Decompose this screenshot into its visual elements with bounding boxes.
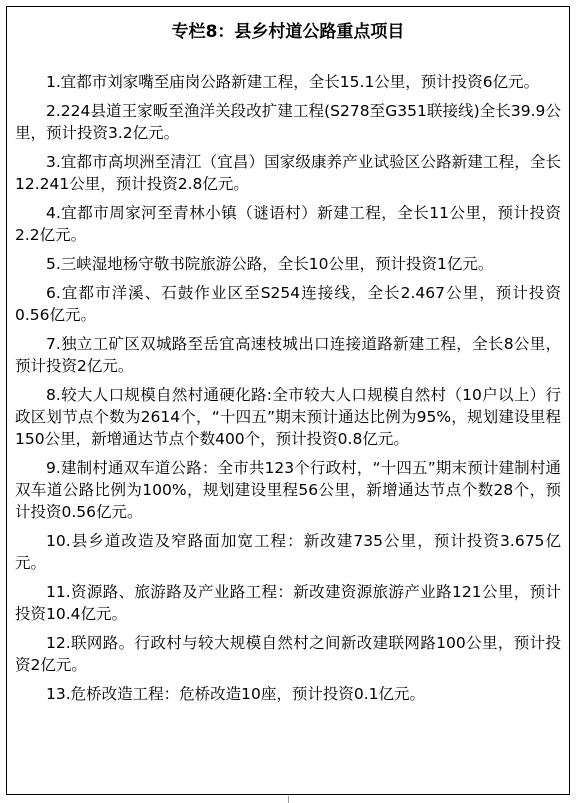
project-item: 3.宜都市高坝洲至清江（宜昌）国家级康养产业试验区公路新建工程，全长12.241公里，预计投资2.8亿元。 <box>15 153 561 193</box>
column-title: 专栏8：县乡村道公路重点项目 <box>171 22 405 42</box>
project-item: 5.三峡湿地杨守敬书院旅游公路，全长10公里，预计投资1亿元。 <box>46 255 494 273</box>
project-item: 6.宜都市洋溪、石鼓作业区至S254连接线，全长2.467公里，预计投资0.56亿元。 <box>15 284 561 324</box>
project-item: 13.危桥改造工程：危桥改造10座，预计投资0.1亿元。 <box>46 685 426 703</box>
project-item: 7.独立工矿区双城路至岳宜高速枝城出口连接道路新建工程，全长8公里，预计投资2亿元。 <box>15 335 561 375</box>
project-list <box>15 71 561 712</box>
project-item: 9.建制村通双车道公路：全市共123个行政村，“十四五”期末预计建制村通双车道公路比例为100%，规划建设里程56公里，新增通达节点个数28个，预计投资0.56亿元。 <box>15 459 561 521</box>
project-item: 8.较大人口规模自然村通硬化路:全市较大人口规模自然村（10户以上）行政区划节点个数为2614个，“十四五”期末预计通达比例为95%，规划建设里程150公里，新增通达节点个数400个，预计投资0.8亿元。 <box>15 386 561 448</box>
project-item: 4.宜都市周家河至青林小镇（谜语村）新建工程，全长11公里，预计投资2.2亿元。 <box>15 204 561 244</box>
project-item: 11.资源路、旅游路及产业路工程：新改建资源旅游产业路121公里，预计投资10.4亿元。 <box>15 583 561 623</box>
project-item: 1.宜都市刘家嘴至庙岗公路新建工程，全长15.1公里，预计投资6亿元。 <box>46 73 540 91</box>
project-item: 12.联网路。行政村与较大规模自然村之间新改建联网路100公里，预计投资2亿元。 <box>15 634 561 674</box>
project-item: 2.224县道王家畈至渔洋关段改扩建工程(S278至G351联接线)全长39.9公里，预计投资3.2亿元。 <box>15 102 561 142</box>
page-edge-mark <box>288 796 289 803</box>
project-item: 10.县乡道改造及窄路面加宽工程：新改建735公里，预计投资3.675亿元。 <box>15 532 561 572</box>
project-column-box <box>6 6 570 795</box>
